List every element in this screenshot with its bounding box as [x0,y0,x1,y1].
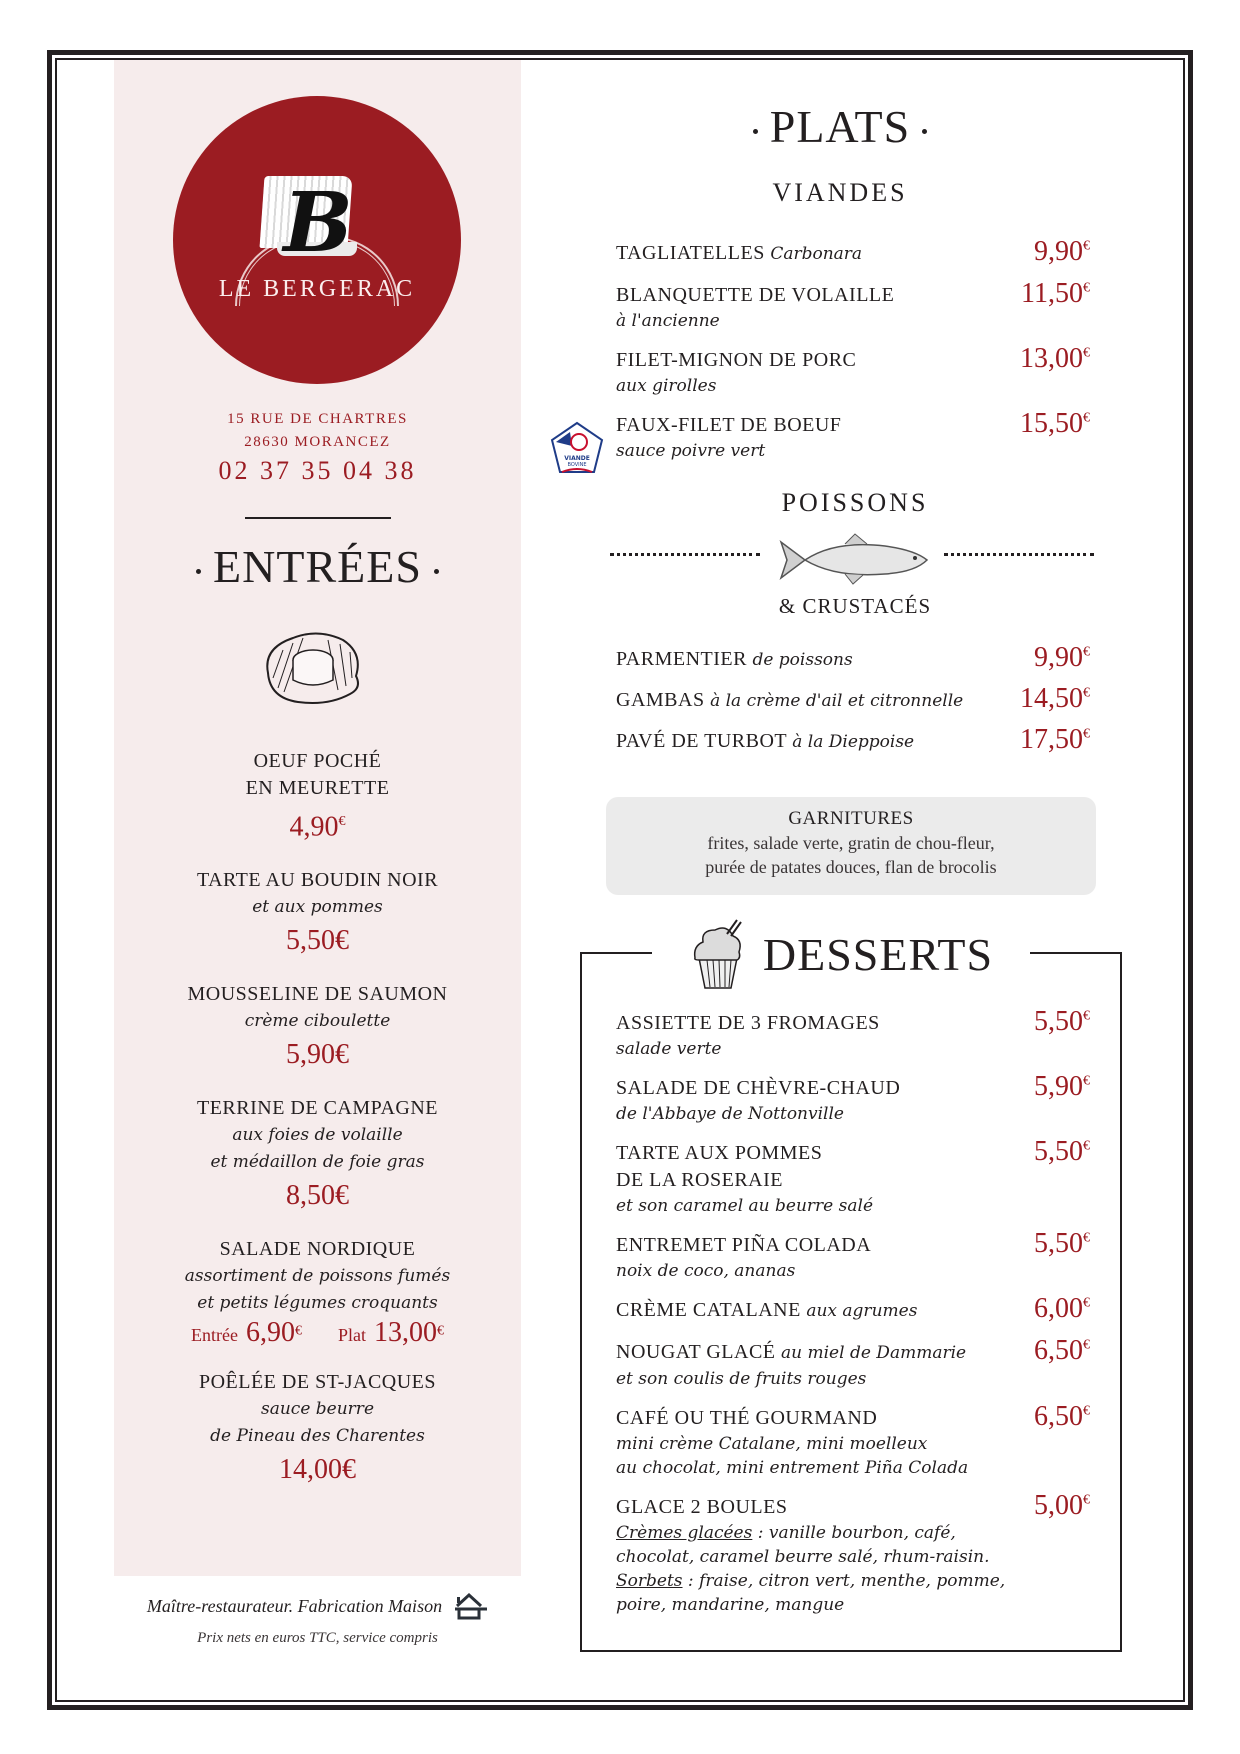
menu-item [616,1401,1090,1480]
item-name: SALADE DE CHÈVRE-CHAUD [616,1077,901,1099]
item-price: 5,50€ [1034,1136,1090,1167]
item-description: de Pineau des Charentes [210,1426,425,1447]
item-name: CRÈME CATALANE aux agrumes [616,1299,918,1321]
entrees-title: ENTRÉES [213,541,422,592]
item-name: POÊLÉE DE ST-JACQUES [198,1371,437,1394]
menu-item [114,1369,521,1490]
garnitures-line: purée de patates douces, flan de brocolis [705,857,997,877]
item-description: sauce poivre vert [616,441,766,461]
restaurant-address [114,408,521,486]
item-description: salade verte [616,1039,722,1059]
item-name: PAVÉ DE TURBOT à la Dieppoise [616,730,915,752]
menu-item [616,278,1090,333]
address-street: 15 RUE DE CHARTRES [227,411,408,427]
cupcake-illustration-icon [689,918,747,990]
menu-item [616,236,1090,268]
item-price: 14,00€ [279,1454,356,1486]
item-price-options [114,1317,521,1349]
svg-text:VIANDE: VIANDE [564,455,590,462]
menu-item [616,1490,1090,1617]
item-price: 4,90€ [289,811,346,843]
item-description: et aux pommes [252,897,383,918]
item-price: 5,50€ [286,925,349,957]
item-description: aux girolles [616,376,717,396]
ice-cream-flavors: Crèmes glacées : vanille bourbon, café, [616,1523,956,1543]
item-name: GLACE 2 BOULES [616,1496,788,1518]
menu-item [114,1236,521,1349]
garnitures-title: GARNITURES [788,808,914,829]
poissons-heading [610,488,1094,636]
menu-item [616,724,1090,756]
item-name: NOUGAT GLACÉ au miel de Dammarie [616,1341,967,1363]
item-price: 17,50€ [1020,724,1090,755]
item-description: au chocolat, mini entrement Piña Colada [616,1458,969,1478]
crustaces-title: & CRUSTACÉS [778,594,932,618]
garnitures-line: frites, salade verte, gratin de chou-fleur, [707,833,995,853]
poissons-list [616,642,1090,769]
item-description: de l'Abbaye de Nottonville [616,1104,844,1124]
sorbet-flavors: poire, mandarine, mangue [616,1595,845,1615]
menu-item [616,1071,1090,1126]
bullet-dot [922,129,927,134]
entrees-heading [114,540,521,593]
item-name: BLANQUETTE DE VOLAILLE [616,284,895,306]
entrees-list [114,748,521,1510]
item-price: 9,90€ [1034,642,1090,673]
item-price: 5,00€ [1034,1490,1090,1521]
item-name: ENTREMET PIÑA COLADA [616,1234,872,1256]
poissons-title: POISSONS [781,488,929,517]
plats-title: PLATS [769,101,911,152]
item-name: TAGLIATELLES Carbonara [616,242,863,264]
item-description: et son caramel au beurre salé [616,1196,874,1216]
menu-item [616,343,1090,398]
logo-letter: B [283,175,353,271]
item-description: et son coulis de fruits rouges [616,1369,867,1389]
item-description: et médaillon de foie gras [210,1152,425,1173]
item-price: 5,90€ [1034,1071,1090,1102]
dotted-divider [610,553,760,556]
item-description: noix de coco, ananas [616,1261,796,1281]
menu-item [114,1095,521,1216]
price-option-entree: Entrée 6,90€ [191,1317,302,1349]
dotted-divider [944,553,1094,556]
price-option-plat: Plat 13,00€ [337,1317,444,1349]
ice-cream-flavors: chocolat, caramel beurre salé, rhum-raisin. [616,1547,990,1567]
item-name: TERRINE DE CAMPAGNE [197,1097,438,1120]
item-price: 5,50€ [1034,1228,1090,1259]
item-name: ASSIETTE DE 3 FROMAGES [616,1012,880,1034]
item-name: DE LA ROSERAIE [616,1169,783,1191]
plats-heading [700,100,980,153]
bullet-dot [196,569,201,574]
item-price: 13,00€ [1020,343,1090,374]
desserts-title: DESSERTS [762,928,994,980]
viande-bovine-francaise-badge-icon [548,420,606,476]
item-name: EN MEURETTE [245,777,390,799]
bullet-dot [434,569,439,574]
menu-item [114,867,521,961]
item-name: MOUSSELINE DE SAUMON [187,983,448,1006]
item-description: mini crème Catalane, mini moelleux [616,1434,928,1454]
divider [245,517,391,519]
item-price: 11,50€ [1021,278,1090,309]
restaurant-name: LE BERGERAC [218,276,416,302]
menu-item [114,748,521,847]
item-description: à l'ancienne [616,311,720,331]
sorbet-flavors: Sorbets : fraise, citron vert, menthe, pomme, [616,1571,1006,1591]
item-price: 8,50€ [286,1180,349,1212]
item-price: 6,00€ [1034,1293,1090,1324]
item-price: 5,90€ [286,1039,349,1071]
item-name: SALADE NORDIQUE [219,1238,416,1261]
garnitures-box [606,797,1096,895]
prices-note: Prix nets en euros TTC, service compris [197,1630,438,1646]
desserts-list [616,1006,1090,1631]
item-name: TARTE AUX POMMES [616,1142,823,1164]
menu-item [616,1006,1090,1061]
menu-item [616,1293,1090,1325]
item-price: 6,50€ [1034,1335,1090,1366]
item-name: GAMBAS à la crème d'ail et citronnelle [616,689,964,711]
item-description: aux foies de volaille [232,1125,403,1146]
item-name: FILET-MIGNON DE PORC [616,349,857,371]
phone-number: 02 37 35 04 38 [218,456,417,485]
item-description: crème ciboulette [244,1011,391,1032]
address-city: 28630 MORANCEZ [244,434,391,450]
menu-item [616,683,1090,715]
item-name: OEUF POCHÉ [253,750,382,772]
item-name: PARMENTIER de poissons [616,648,853,670]
footer-notes [114,1592,521,1647]
item-description: assortiment de poissons fumés [184,1266,451,1287]
svg-text:BOVINE: BOVINE [567,462,587,468]
fait-maison-house-icon [452,1592,488,1620]
item-price: 5,50€ [1034,1006,1090,1037]
bullet-dot [753,129,758,134]
viandes-heading: VIANDES [772,178,908,207]
menu-item [114,981,521,1075]
item-price: 15,50€ [1020,408,1090,439]
menu-item [616,1335,1090,1391]
item-name: TARTE AU BOUDIN NOIR [196,869,439,892]
item-price: 6,50€ [1034,1401,1090,1432]
menu-item [616,1228,1090,1283]
item-description: et petits légumes croquants [197,1293,438,1314]
item-name: CAFÉ OU THÉ GOURMAND [616,1407,878,1429]
maitre-restaurateur-note: Maître-restaurateur. Fabrication Maison [114,1592,521,1620]
viandes-list [616,236,1090,477]
menu-item [616,1136,1090,1218]
restaurant-logo [173,96,461,384]
desserts-heading [652,918,1030,990]
item-price: 9,90€ [1034,236,1090,267]
item-price: 14,50€ [1020,683,1090,714]
item-name: FAUX-FILET DE BOEUF [616,414,842,436]
menu-item [616,642,1090,674]
item-description: sauce beurre [261,1399,374,1420]
menu-item [616,408,1090,463]
scallop-illustration-icon [258,628,368,708]
fish-illustration-icon [775,532,935,588]
